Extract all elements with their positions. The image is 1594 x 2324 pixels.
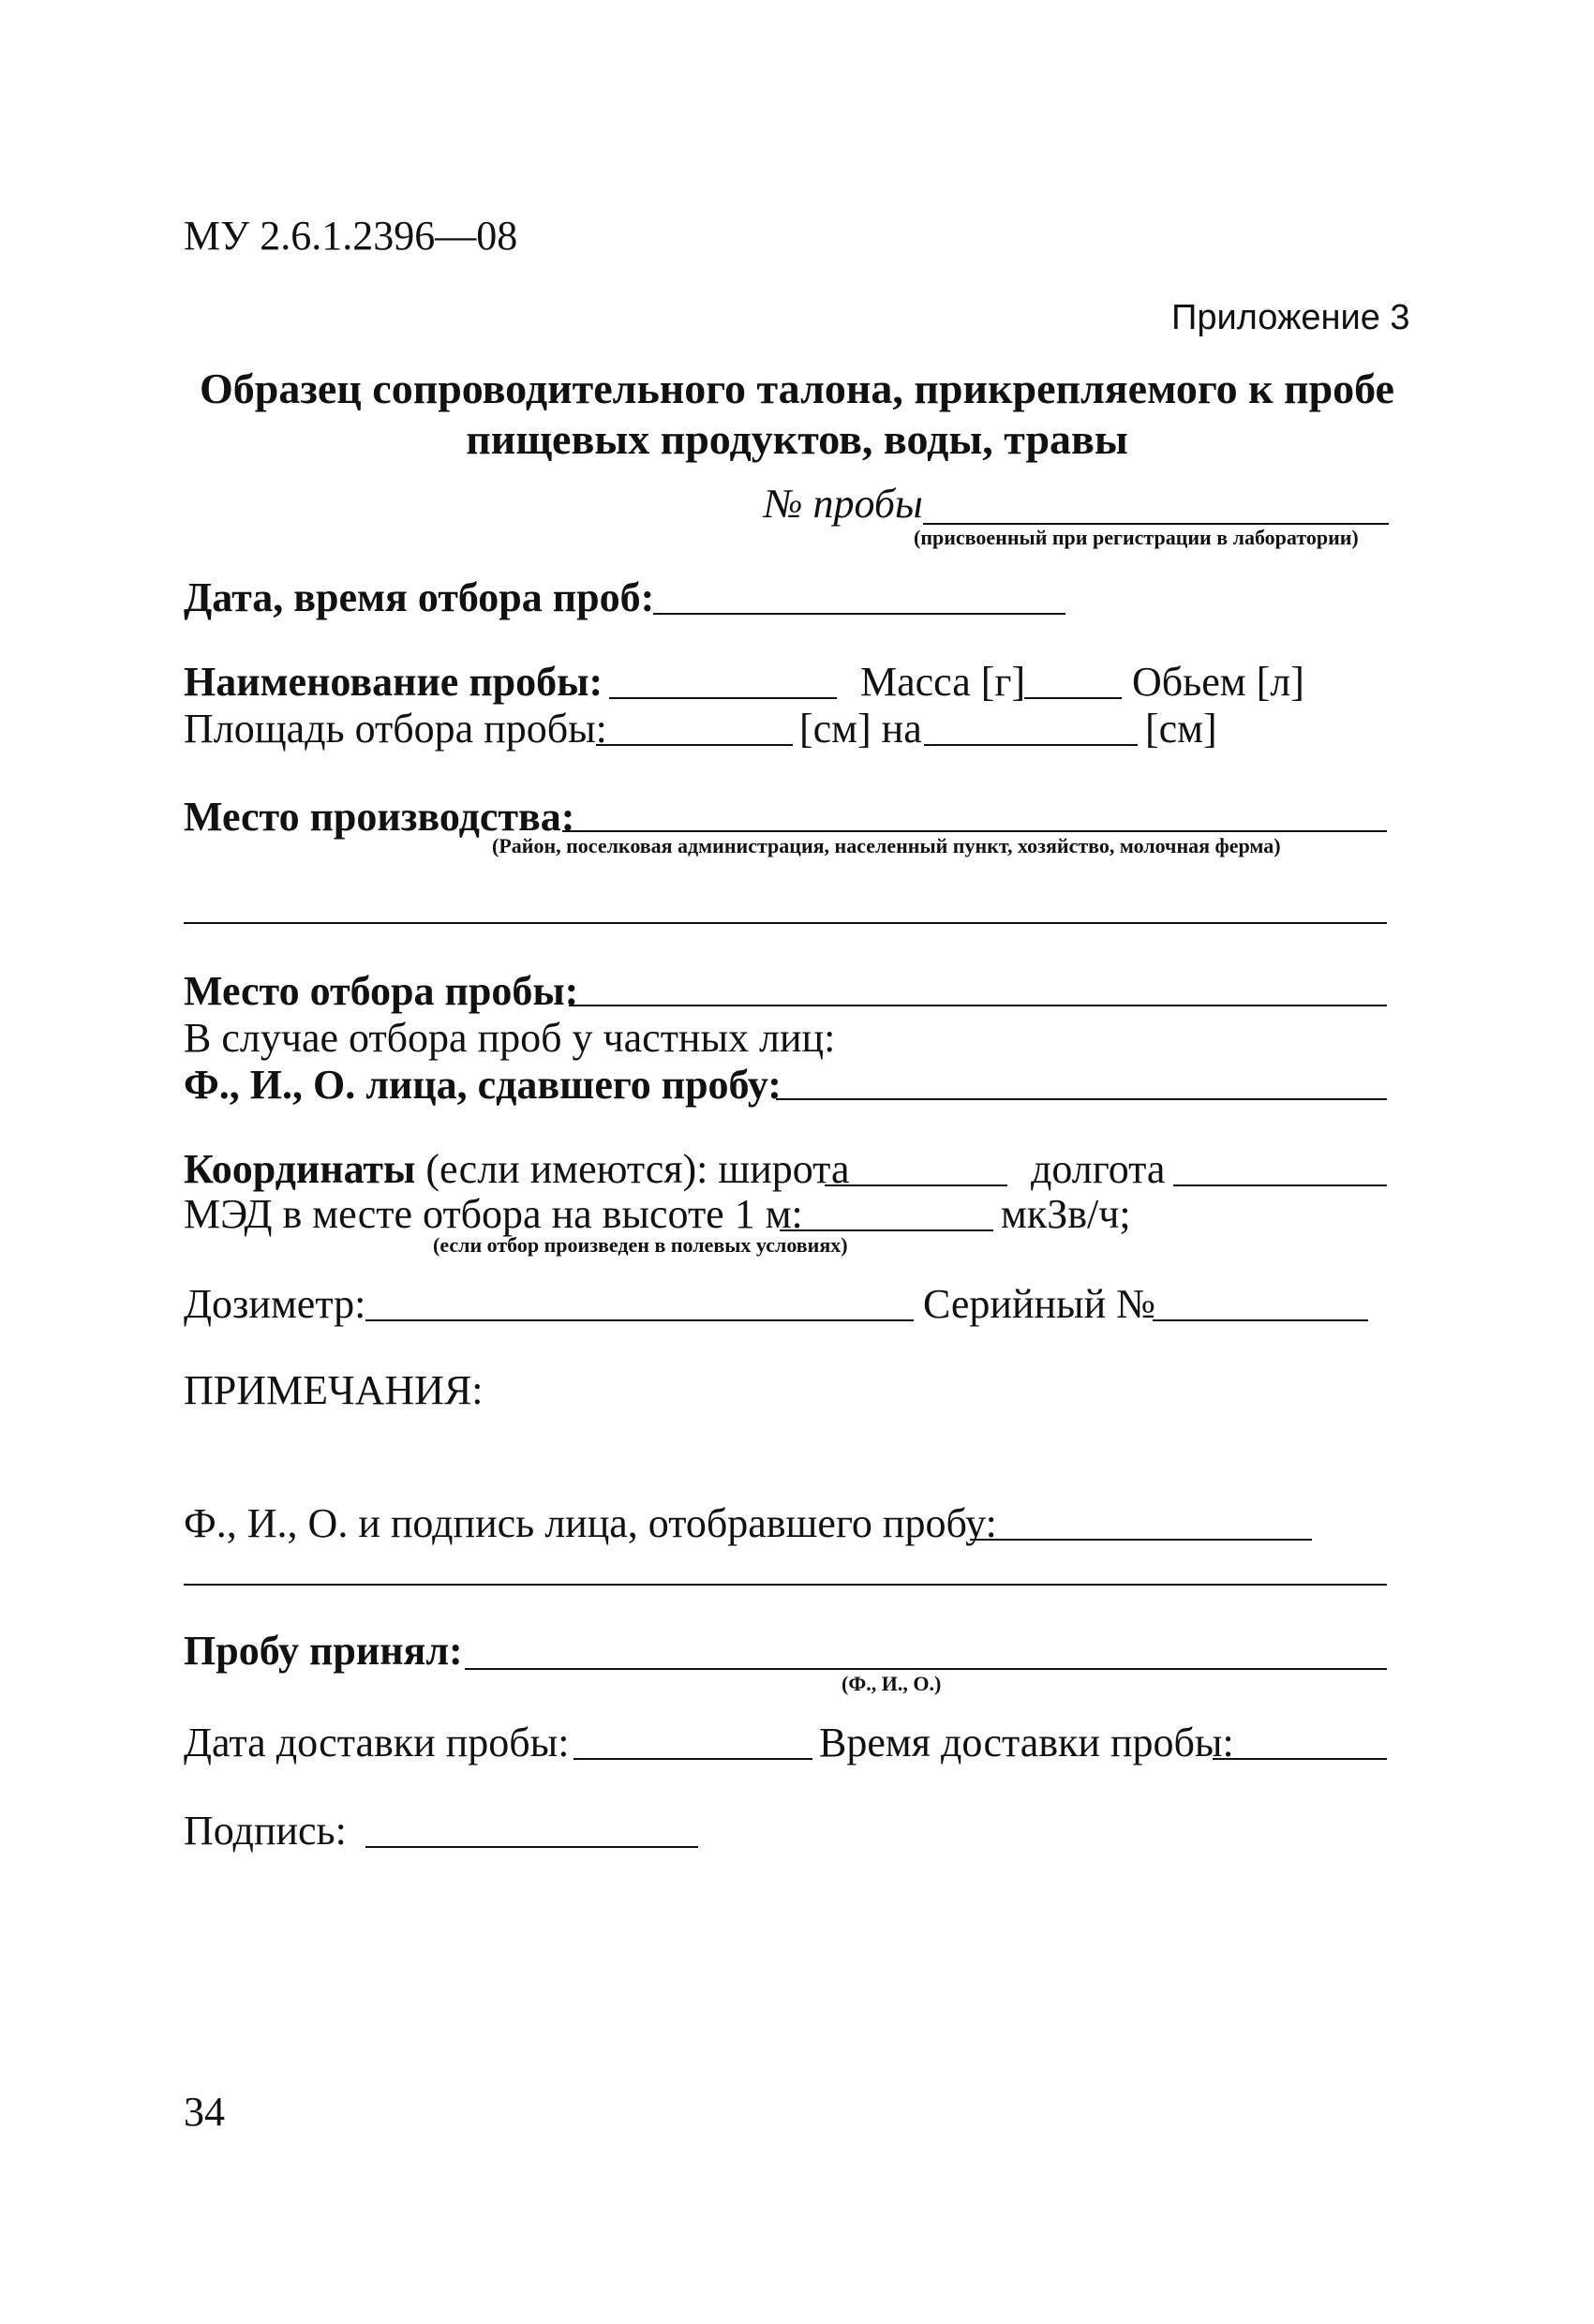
mass-label: Масса [г]	[860, 659, 1026, 705]
private-persons-note: В случае отбора проб у частных лиц:	[184, 1015, 836, 1061]
dosimeter-field[interactable]	[365, 1319, 914, 1321]
area-unit-label-1: [см] на	[799, 706, 922, 752]
production-place-field-line-2[interactable]	[184, 922, 1387, 924]
sampling-datetime-field[interactable]	[653, 613, 1065, 615]
sampling-place-label: Место отбора пробы:	[184, 968, 579, 1014]
received-by-hint: (Ф., И., О.)	[842, 1672, 942, 1695]
delivery-time-label: Время доставки пробы:	[819, 1720, 1234, 1765]
sample-name-label: Наименование пробы:	[184, 659, 603, 705]
person-submitted-label: Ф., И., О. лица, сдавшего пробу:	[184, 1062, 782, 1108]
sample-number-label: № пробы	[764, 481, 923, 527]
sampling-area-length-field[interactable]	[924, 744, 1138, 746]
production-place-hint: (Район, поселковая администрация, населенный пункт, хозяйство, молочная ферма)	[492, 834, 1281, 857]
delivery-time-field[interactable]	[1213, 1758, 1387, 1760]
sample-number-field[interactable]	[923, 523, 1389, 525]
sampling-place-field[interactable]	[569, 1005, 1387, 1006]
page-title-line-1: Образец сопроводительного талона, прикрепляемого к пробе	[200, 365, 1394, 412]
coordinates-label-rest: (если имеются): широта	[415, 1146, 850, 1192]
latitude-field[interactable]	[825, 1184, 1007, 1186]
production-place-label: Место производства:	[184, 794, 575, 840]
page-title-line-2: пищевых продуктов, воды, травы	[466, 415, 1128, 463]
sampling-datetime-label: Дата, время отбора проб:	[184, 574, 655, 620]
received-by-field[interactable]	[465, 1668, 1387, 1670]
person-submitted-field[interactable]	[776, 1098, 1387, 1100]
sampler-field[interactable]	[970, 1539, 1312, 1541]
sample-number-hint: (присвоенный при регистрации в лаборатории)	[914, 526, 1359, 549]
med-hint: (если отбор произведен в полевых условиях)	[433, 1233, 848, 1257]
signature-field[interactable]	[365, 1846, 698, 1848]
production-place-field[interactable]	[562, 830, 1387, 832]
notes-label: ПРИМЕЧАНИЯ:	[184, 1367, 484, 1413]
page-number: 34	[184, 2089, 225, 2135]
sample-name-field[interactable]	[609, 697, 837, 699]
serial-number-field[interactable]	[1153, 1319, 1368, 1321]
sampling-area-width-field[interactable]	[596, 744, 793, 746]
delivery-date-field[interactable]	[574, 1758, 812, 1760]
sampler-field-line-2[interactable]	[184, 1584, 1387, 1586]
received-by-label: Пробу принял:	[184, 1628, 463, 1674]
area-unit-label-2: [см]	[1145, 706, 1217, 752]
signature-label: Подпись:	[184, 1808, 347, 1854]
delivery-date-label: Дата доставки пробы:	[184, 1720, 570, 1765]
appendix-label: Приложение 3	[1171, 298, 1410, 337]
mass-field[interactable]	[1024, 697, 1122, 699]
med-field[interactable]	[780, 1229, 993, 1231]
med-unit: мкЗв/ч;	[1001, 1191, 1131, 1237]
coordinates-label	[184, 1146, 850, 1192]
coordinates-label-bold: Координаты	[184, 1146, 416, 1192]
document-code: МУ 2.6.1.2396—08	[184, 213, 518, 259]
volume-label: Обьем [л]	[1132, 659, 1304, 705]
sampling-area-label: Площадь отбора пробы:	[184, 706, 607, 752]
serial-number-label: Серийный №	[923, 1281, 1156, 1327]
med-label: МЭД в месте отбора на высоте 1 м:	[184, 1191, 803, 1237]
longitude-label: долгота	[1031, 1146, 1166, 1192]
dosimeter-label: Дозиметр:	[184, 1281, 366, 1327]
sampler-label: Ф., И., О. и подпись лица, отобравшего пробу:	[184, 1500, 997, 1546]
longitude-field[interactable]	[1173, 1184, 1387, 1186]
